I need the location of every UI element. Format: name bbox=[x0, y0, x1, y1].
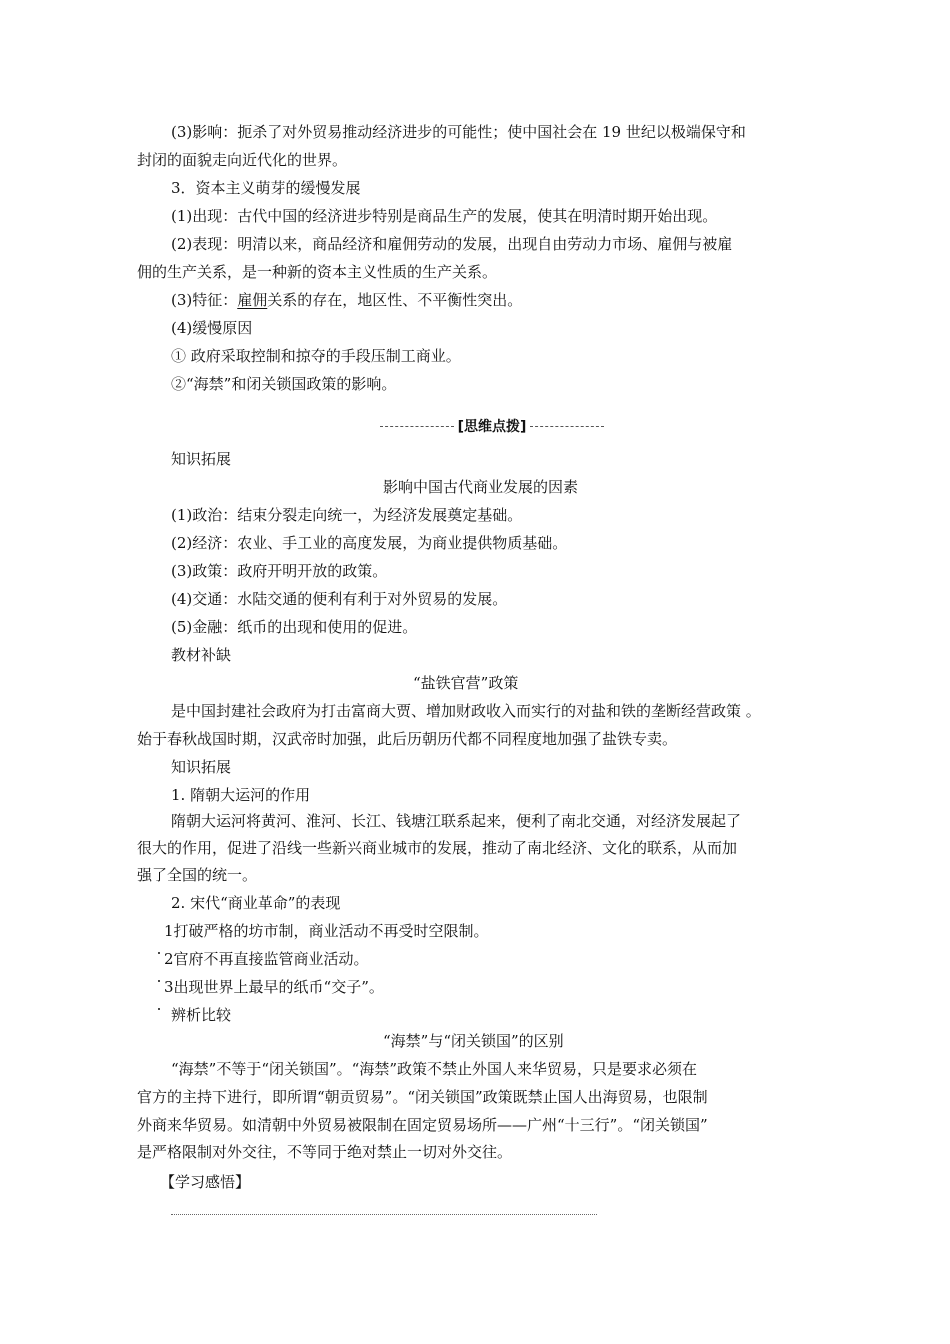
compare-line-1: “海禁”不等于“闭关锁国”。“海禁”政策不禁止外国人来华贸易，只是要求必须在 bbox=[171, 1060, 698, 1078]
manifestation-line-2: 佣的生产关系，是一种新的资本主义性质的生产关系。 bbox=[137, 263, 498, 281]
section-heading-capitalism: 3．资本主义萌芽的缓慢发展 bbox=[171, 179, 361, 197]
factor-item-policy: (3)政策：政府开明开放的政策。 bbox=[171, 562, 388, 580]
supplement-heading: 教材补缺 bbox=[171, 646, 232, 664]
canal-title: 1. 隋朝大运河的作用 bbox=[171, 786, 311, 804]
thinking-divider bbox=[380, 416, 604, 436]
divider-dash-right bbox=[530, 426, 604, 427]
appearance-line: (1)出现：古代中国的经济进步特别是商品生产的发展，使其在明清时期开始出现。 bbox=[171, 207, 718, 225]
song-revolution-title: 2. 宋代“商业革命”的表现 bbox=[171, 894, 341, 912]
influence-line-2: 封闭的面貌走向近代化的世界。 bbox=[137, 151, 348, 169]
slow-reason-2: ②“海禁”和闭关锁国政策的影响。 bbox=[171, 375, 397, 393]
slow-reasons-heading: (4)缓慢原因 bbox=[171, 319, 253, 337]
compare-line-4: 是严格限制对外交往，不等同于绝对禁止一切对外交往。 bbox=[137, 1143, 513, 1161]
song-item-1-text: 1打破严格的坊市制，商业活动不再受时空限制。 bbox=[164, 922, 489, 940]
knowledge-extension-heading-2: 知识拓展 bbox=[171, 758, 232, 776]
divider-label: [思维点拨] bbox=[457, 419, 527, 435]
feature-underlined-term: 雇佣 bbox=[237, 291, 268, 309]
compare-line-2: 官方的主持下进行，即所谓“朝贡贸易”。“闭关锁国”政策既禁止国人出海贸易，也限制 bbox=[137, 1088, 708, 1106]
canal-line-3: 强了全国的统一。 bbox=[137, 866, 258, 884]
factors-title: 影响中国古代商业发展的因素 bbox=[383, 478, 579, 496]
canal-line-1: 隋朝大运河将黄河、淮河、长江、钱塘江联系起来，便利了南北交通，对经济发展起了 bbox=[171, 812, 742, 830]
feature-prefix: (3)特征： bbox=[171, 291, 238, 309]
factor-item-economy: (2)经济：农业、手工业的高度发展，为商业提供物质基础。 bbox=[171, 534, 568, 552]
feature-suffix: 关系的存在，地区性、不平衡性突出。 bbox=[267, 291, 523, 309]
song-item-3 bbox=[160, 977, 384, 997]
compare-heading: 辨析比较 bbox=[171, 1006, 232, 1024]
reflection-heading: 【学习感悟】 bbox=[160, 1173, 251, 1191]
canal-line-2: 很大的作用，促进了沿线一些新兴商业城市的发展，推动了南北经济、文化的联系，从而加 bbox=[137, 839, 738, 857]
knowledge-extension-heading: 知识拓展 bbox=[171, 450, 232, 468]
factor-item-politics: (1)政治：结束分裂走向统一，为经济发展奠定基础。 bbox=[171, 506, 523, 524]
compare-line-3: 外商来华贸易。如清朝中外贸易被限制在固定贸易场所——广州“十三行”。“闭关锁国” bbox=[137, 1116, 708, 1134]
salt-iron-line-1: 是中国封建社会政府为打击富商大贾、增加财政收入而实行的对盐和铁的垄断经营政策 。 bbox=[171, 702, 761, 720]
salt-iron-line-2: 始于春秋战国时期，汉武帝时加强，此后历朝历代都不同程度地加强了盐铁专卖。 bbox=[137, 730, 678, 748]
song-item-1 bbox=[160, 921, 489, 941]
song-item-3-text: 3出现世界上最早的纸币“交子”。 bbox=[164, 978, 384, 996]
manifestation-line-1: (2)表现：明清以来，商品经济和雇佣劳动的发展，出现自由劳动力市场、雇佣与被雇 bbox=[171, 235, 733, 253]
reflection-answer-line[interactable] bbox=[171, 1214, 597, 1215]
divider-dash-left bbox=[380, 426, 454, 427]
feature-line bbox=[171, 290, 522, 310]
factor-item-finance: (5)金融：纸币的出现和使用的促进。 bbox=[171, 618, 418, 636]
song-item-2-text: 2官府不再直接监管商业活动。 bbox=[164, 950, 369, 968]
factor-item-transport: (4)交通：水陆交通的便利有利于对外贸易的发展。 bbox=[171, 590, 508, 608]
influence-line-1: (3)影响：扼杀了对外贸易推动经济进步的可能性；使中国社会在 19 世纪以极端保守和 bbox=[171, 123, 746, 141]
salt-iron-title: “盐铁官营”政策 bbox=[413, 674, 519, 692]
compare-title: “海禁”与“闭关锁国”的区别 bbox=[383, 1032, 564, 1050]
slow-reason-1: ① 政府采取控制和掠夺的手段压制工商业。 bbox=[171, 347, 461, 365]
song-item-2 bbox=[160, 949, 369, 969]
